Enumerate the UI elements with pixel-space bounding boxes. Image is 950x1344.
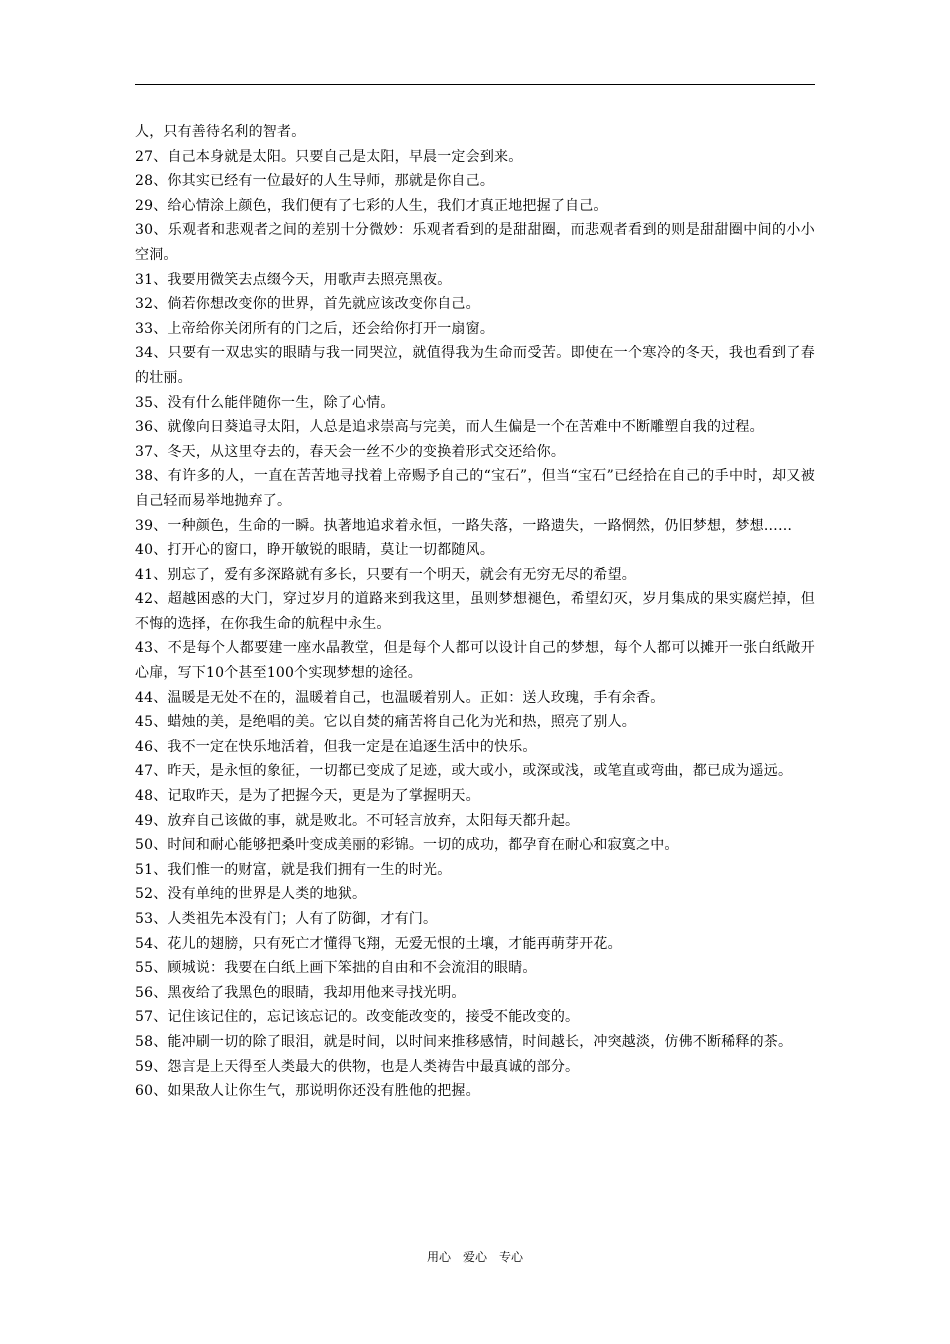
paragraph: 47、昨天，是永恒的象征，一切都已变成了足迹，或大或小，或深或浅，或笔直或弯曲，都已成为遥远。 [135, 763, 793, 780]
paragraph: 51、我们惟一的财富，就是我们拥有一生的时光。 [135, 861, 452, 878]
paragraph: 33、上帝给你关闭所有的门之后，还会给你打开一扇窗。 [135, 320, 495, 337]
paragraph: 28、你其实已经有一位最好的人生导师，那就是你自己。 [135, 173, 495, 190]
paragraph: 30、乐观者和悲观者之间的差别十分微妙：乐观者看到的是甜甜圈，而悲观者看到的则是甜甜圈中间的小小空洞。 [135, 222, 815, 263]
paragraph: 45、蜡烛的美，是绝唱的美。它以自焚的痛苦将自己化为光和热，照亮了别人。 [135, 714, 637, 731]
paragraph: 27、自己本身就是太阳。只要自己是太阳，早晨一定会到来。 [135, 148, 523, 165]
paragraph: 49、放弃自己该做的事，就是败北。不可轻言放弃，太阳每天都升起。 [135, 812, 580, 829]
paragraph: 48、记取昨天，是为了把握今天，更是为了掌握明天。 [135, 788, 480, 805]
paragraph: 31、我要用微笑去点缀今天，用歌声去照亮黑夜。 [135, 271, 452, 288]
paragraph: 59、怨言是上天得至人类最大的供物，也是人类祷告中最真诚的部分。 [135, 1058, 580, 1075]
page-footer: 用心 爱心 专心 [426, 1250, 523, 1264]
paragraph: 46、我不一定在快乐地活着，但我一定是在追逐生活中的快乐。 [135, 738, 537, 755]
paragraph: 29、给心情涂上颜色，我们便有了七彩的人生，我们才真正地把握了自己。 [135, 197, 608, 214]
paragraph: 43、不是每个人都要建一座水晶教堂，但是每个人都可以设计自己的梦想，每个人都可以摊开一张白纸敞开心扉，写下10个甚至100个实现梦想的途径。 [135, 640, 815, 682]
paragraph: 53、人类祖先本没有门；人有了防御，才有门。 [135, 911, 438, 927]
paragraph: 57、记住该记住的，忘记该忘记的。改变能改变的，接受不能改变的。 [135, 1009, 580, 1026]
paragraph: 34、只要有一双忠实的眼睛与我一同哭泣，就值得我为生命而受苦。即使在一个寒冷的冬天，我也看到了春的壮丽。 [135, 345, 815, 386]
header-rule [135, 84, 815, 85]
paragraph: 58、能冲刷一切的除了眼泪，就是时间，以时间来推移感情，时间越长，冲突越淡，仿佛不断稀释的茶。 [135, 1033, 793, 1050]
paragraph: 44、温暖是无处不在的，温暖着自己，也温暖着别人。正如：送人玫瑰，手有余香。 [135, 689, 665, 706]
paragraph: 54、花儿的翅膀，只有死亡才懂得飞翔，无爱无恨的土壤，才能再萌芽开花。 [135, 935, 622, 952]
paragraph: 55、顾城说：我要在白纸上画下笨拙的自由和不会流泪的眼睛。 [135, 960, 537, 977]
paragraph: 50、时间和耐心能够把桑叶变成美丽的彩锦。一切的成功，都孕育在耐心和寂寞之中。 [135, 837, 679, 854]
paragraph: 60、如果敌人让你生气，那说明你还没有胜他的把握。 [135, 1083, 480, 1100]
paragraph: 52、没有单纯的世界是人类的地狱。 [135, 886, 367, 903]
paragraph: 39、一种颜色，生命的一瞬。执著地追求着永恒，一路失落，一路遗失，一路惘然，仍旧梦想，梦想…… [135, 517, 793, 534]
paragraph: 56、黑夜给了我黑色的眼睛，我却用他来寻找光明。 [135, 984, 466, 1001]
paragraph: 42、超越困惑的大门，穿过岁月的道路来到我这里，虽则梦想褪色，希望幻灭，岁月集成的果实腐烂掉，但不悔的选择，在你我生命的航程中永生。 [135, 591, 815, 632]
paragraph: 40、打开心的窗口，睁开敏锐的眼睛，莫让一切都随风。 [135, 542, 495, 559]
paragraph: 37、冬天，从这里夺去的，春天会一丝不少的变换着形式交还给你。 [135, 443, 566, 460]
paragraph: 人，只有善待名利的智者。 [135, 124, 306, 140]
paragraph: 38、有许多的人，一直在苦苦地寻找着上帝赐予自己的“宝石”，但当“宝石”已经拾在自己的手中时，却又被自己轻而易举地抛弃了。 [135, 468, 815, 509]
paragraph: 32、倘若你想改变你的世界，首先就应该改变你自己。 [135, 296, 480, 313]
paragraph: 35、没有什么能伴随你一生，除了心情。 [135, 394, 395, 411]
paragraph: 36、就像向日葵追寻太阳，人总是追求崇高与完美，而人生偏是一个在苦难中不断雕塑自我的过程。 [135, 419, 764, 436]
paragraph: 41、别忘了，爱有多深路就有多长，只要有一个明天，就会有无穷无尽的希望。 [135, 566, 637, 583]
quote-list [135, 120, 815, 1104]
